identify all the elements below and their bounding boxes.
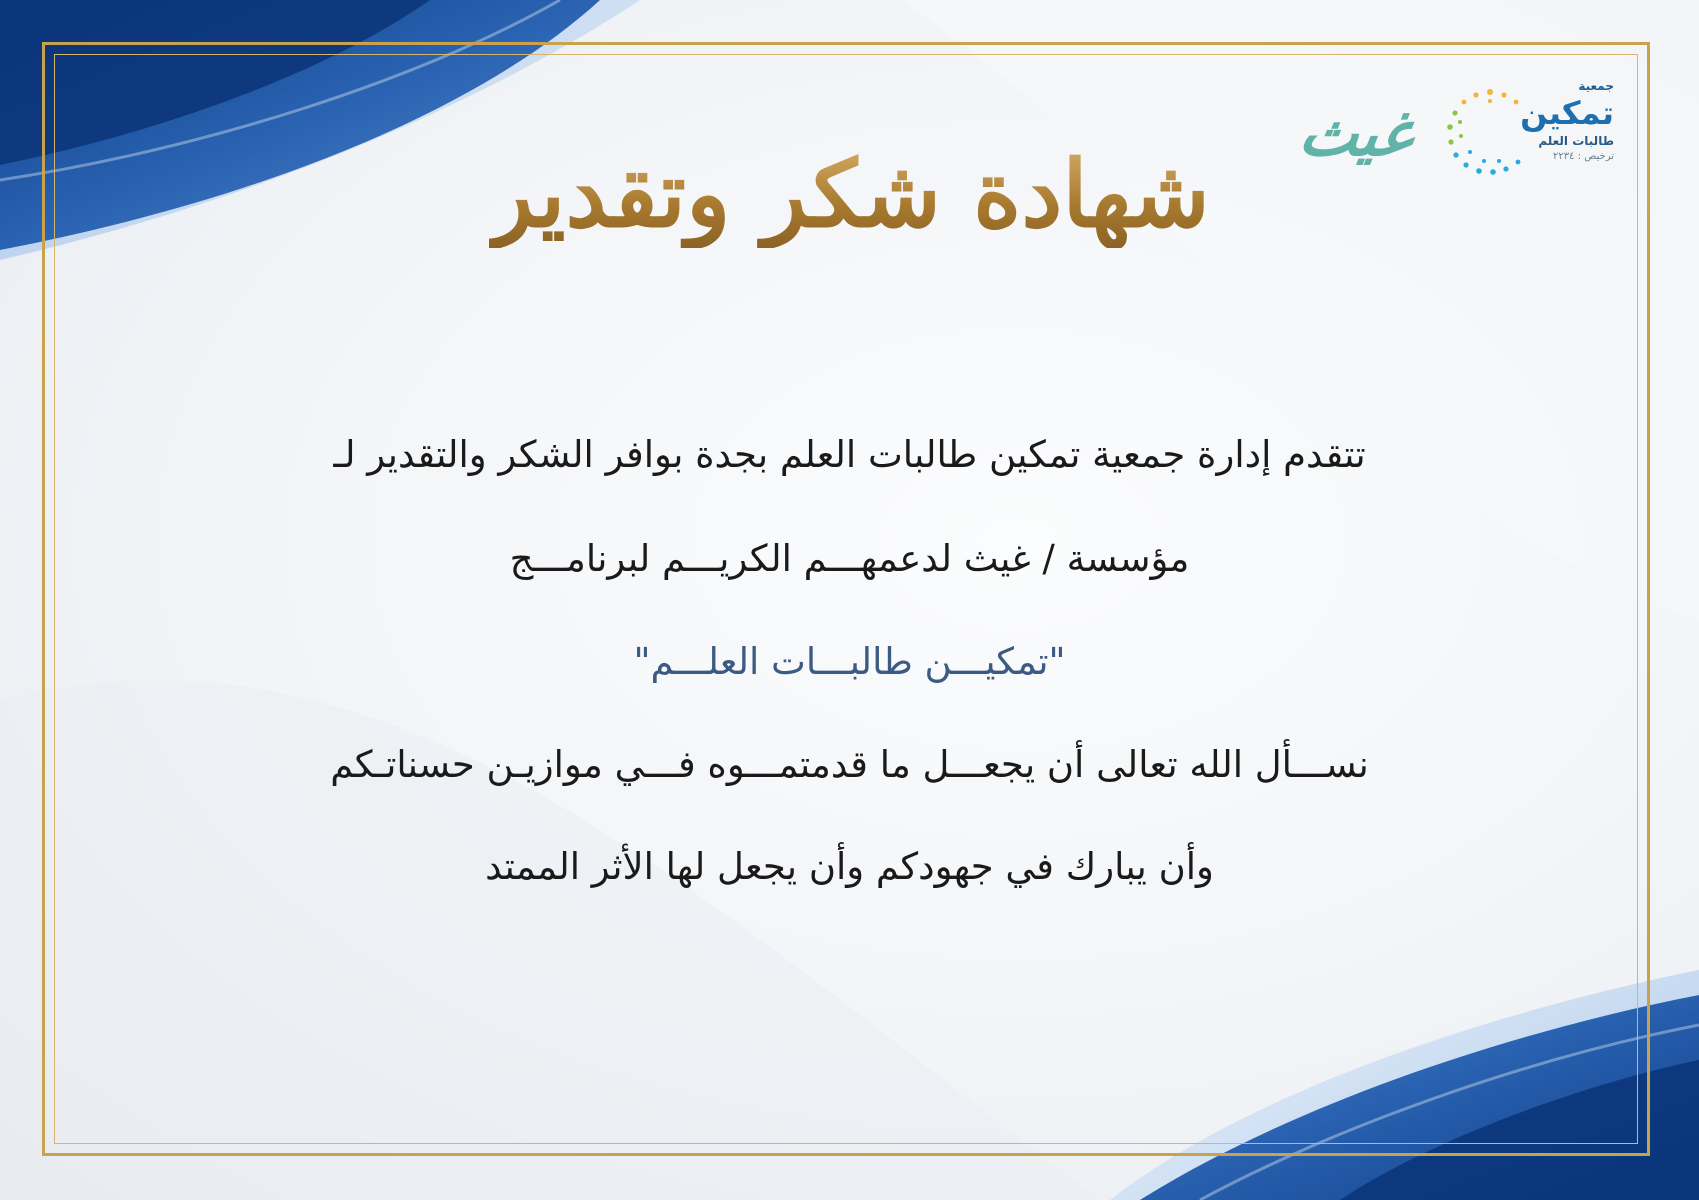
body-line-intro: تتقدم إدارة جمعية تمكين طالبات العلم بجدة بوافر الشكر والتقدير لـ bbox=[333, 433, 1366, 476]
tamkeen-license: ترخيص : ٢٢٣٤ bbox=[1553, 151, 1614, 162]
tamkeen-name: تمكين bbox=[1520, 94, 1614, 132]
body-line-blessing: وأن يبارك في جهودكم وأن يجعل لها الأثر الممتد bbox=[485, 845, 1214, 888]
body-line-program: "تمكيـــن طالبـــات العلـــم" bbox=[633, 640, 1066, 683]
body-line-recipient: مؤسسة / غيث لدعمهـــم الكريـــم لبرنامـــج bbox=[509, 537, 1190, 580]
certificate-title-text: شهادة شكر وتقدير bbox=[489, 140, 1210, 248]
certificate-title bbox=[0, 140, 1699, 248]
body-line-prayer: نســـأل الله تعالى أن يجعـــل ما قدمتمـــوه فـــي موازيـن حسناتـكم bbox=[330, 743, 1369, 786]
tamkeen-subtitle: طالبات العلم bbox=[1538, 134, 1614, 148]
ghaith-logo-text: غيث bbox=[1294, 96, 1418, 170]
tamkeen-prefix: جمعية bbox=[1578, 79, 1614, 93]
